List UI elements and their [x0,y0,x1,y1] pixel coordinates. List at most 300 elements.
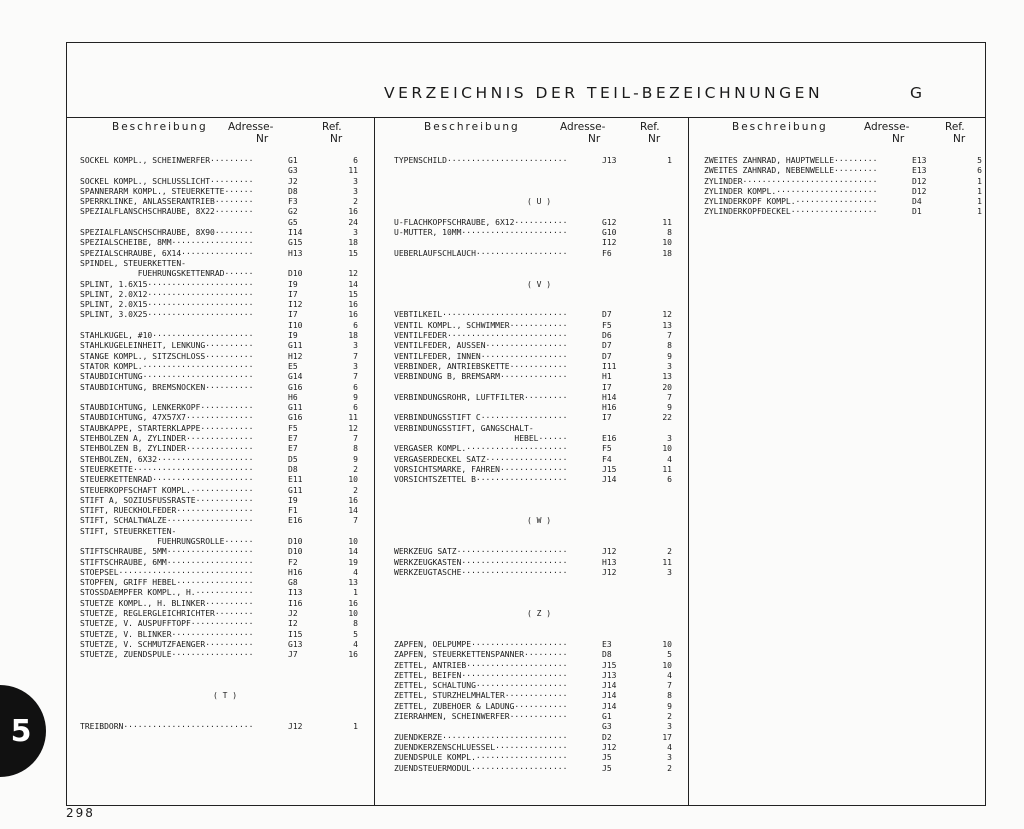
part-description: STOSSDAEMPFER KOMPL., H.············ [80,588,254,598]
part-address: I9 [288,495,298,505]
part-address: G1 [602,712,612,722]
index-row [80,259,370,269]
index-row [704,187,994,197]
index-row [394,691,684,701]
index-row [394,310,684,320]
part-description: STIFTSCHRAUBE, 5MM·················· [80,547,254,557]
part-description: STEHBOLZEN A, ZYLINDER·············· [80,434,254,444]
part-ref: 13 [662,320,672,330]
index-row [80,455,370,465]
part-ref: 18 [348,238,358,248]
part-description: STIFTSCHRAUBE, 6MM·················· [80,557,254,567]
part-address: H13 [288,248,303,258]
part-ref: 10 [348,536,358,546]
index-row [394,259,684,269]
part-description: STEUERKETTE························· [80,464,254,474]
part-ref: 16 [348,300,358,310]
part-ref: 2 [353,485,358,495]
section-tab: 5 [0,685,46,777]
part-description: STIFT A, SOZIUSFUSSRASTE············ [80,495,254,505]
part-description: STUETZE, V. BLINKER················· [80,629,254,639]
index-column-2 [394,156,684,774]
index-row [394,249,684,259]
part-description: VERGASERDECKEL SATZ················· [394,454,568,464]
part-address: J14 [602,701,617,711]
part-address: G10 [602,228,617,238]
index-row [80,434,370,444]
index-row [80,177,370,187]
part-address: G14 [288,372,303,382]
index-row [394,527,684,537]
index-row [704,197,994,207]
part-ref: 14 [348,547,358,557]
part-ref: 5 [353,629,358,639]
part-description: STOPFEN, GRIFF HEBEL················ [80,578,254,588]
part-description: STAUBKAPPE, STARTERKLAPPE··········· [80,423,254,433]
part-description: STIFT, STEUERKETTEN- [80,526,177,536]
part-description: SPLINT, 2.0X12······················ [80,289,254,299]
part-description: STIFT, RUECKHOLFEDER················ [80,506,254,516]
index-row [80,393,370,403]
part-description: VENTILFEDER························· [394,331,568,341]
part-ref: 20 [662,382,672,392]
part-ref: 8 [667,228,672,238]
part-address: I12 [288,300,303,310]
part-description: SPLINT, 3.0X25······················ [80,310,254,320]
part-description: ZYLINDER KOMPL.····················· [704,186,878,196]
part-address: D12 [912,186,927,196]
part-ref: 10 [662,660,672,670]
part-ref: 24 [348,217,358,227]
part-ref: 5 [977,156,982,165]
part-address: G16 [288,382,303,392]
part-address: G11 [288,403,303,413]
index-row [80,249,370,259]
part-description: WERKZEUGTASCHE······················ [394,567,568,577]
index-row [80,321,370,331]
part-address: H14 [602,392,617,402]
part-ref: 10 [348,609,358,619]
part-ref: 13 [348,578,358,588]
index-row [80,362,370,372]
part-address: I7 [602,382,612,392]
part-ref: 19 [348,557,358,567]
part-ref: 7 [667,331,672,341]
part-ref: 4 [667,670,672,680]
section-letter: ( V ) [526,279,552,289]
section-heading [394,280,684,290]
section-heading [394,609,684,619]
part-address: F5 [602,320,612,330]
index-row [394,558,684,568]
part-ref: 2 [667,547,672,557]
section-letter: ( U ) [526,197,552,207]
part-description: SPEZIALSCHRAUBE, 6X14··············· [80,248,254,258]
part-ref: 11 [662,217,672,227]
index-row [394,424,684,434]
part-ref: 1 [977,207,982,217]
part-ref: 1 [977,197,982,207]
part-description: SPEZIALFLANSCHSCHRAUBE, 8X22········ [80,207,254,217]
part-ref: 7 [353,516,358,526]
part-ref: 11 [348,166,358,176]
part-address: F5 [602,444,612,454]
part-ref: 2 [667,763,672,773]
index-row [80,506,370,516]
index-row [704,156,994,166]
index-row [394,444,684,454]
part-address: F1 [288,506,298,516]
index-row [394,238,684,248]
index-row [80,702,370,712]
part-ref: 14 [348,279,358,289]
part-description: ZUENDKERZENSCHLUESSEL··············· [394,742,568,752]
part-ref: 1 [353,722,358,732]
header-ref: Ref. [945,121,965,133]
part-description: STEHBOLZEN, 6X32···················· [80,454,254,464]
part-ref: 7 [353,434,358,444]
part-ref: 7 [667,392,672,402]
part-ref: 9 [667,403,672,413]
part-address: F2 [288,557,298,567]
part-description: STIFT, SCHALTWALZE·················· [80,516,254,526]
part-ref: 7 [667,681,672,691]
part-address: D2 [602,732,612,742]
part-address: J15 [602,464,617,474]
part-description: STAUBDICHTUNG, BREMSNOCKEN·········· [80,382,254,392]
part-description: STEHBOLZEN B, ZYLINDER·············· [80,444,254,454]
part-address: D1 [912,207,922,217]
index-row [394,403,684,413]
header-adresse-nr: Nr [892,133,905,145]
part-description: SPEZIALSCHEIBE, 8MM················· [80,238,254,248]
index-row [80,352,370,362]
part-ref: 2 [353,464,358,474]
index-row [394,588,684,598]
part-address: I10 [288,320,303,330]
part-ref: 9 [667,351,672,361]
index-column-1 [80,156,370,733]
part-address: G13 [288,639,303,649]
part-description: HEBEL······ [394,434,568,444]
part-address: H16 [602,403,617,413]
part-description: STAUBDICHTUNG, 47X57X7·············· [80,413,254,423]
part-description: STANGE KOMPL., SITZSCHLOSS·········· [80,351,254,361]
part-description: ZETTEL, STURZHELMHALTER············· [394,691,568,701]
index-row [394,372,684,382]
section-heading [394,516,684,526]
part-address: H6 [288,392,298,402]
part-description: ZETTEL, BEIFEN······················ [394,670,568,680]
part-address: J15 [602,660,617,670]
part-ref: 18 [348,331,358,341]
index-row [80,568,370,578]
index-row [80,661,370,671]
part-ref: 16 [348,598,358,608]
part-address: I15 [288,629,303,639]
index-row [394,475,684,485]
part-ref: 13 [662,372,672,382]
part-address: I13 [288,588,303,598]
index-row [80,558,370,568]
index-row [80,331,370,341]
index-row [80,722,370,732]
part-description: SOCKEL KOMPL., SCHEINWERFER········· [80,156,254,165]
part-address: F6 [602,248,612,258]
part-address: H13 [602,557,617,567]
part-description: WERKZEUGKASTEN······················ [394,557,568,567]
part-description: VENTILFEDER, AUSSEN················· [394,341,568,351]
index-row [80,187,370,197]
part-description: STAUBDICHTUNG······················· [80,372,254,382]
part-description: FUEHRUNGSKETTENRAD······ [80,269,254,279]
part-description: STEUERKETTENRAD····················· [80,475,254,485]
index-row [80,207,370,217]
part-address: I7 [288,289,298,299]
index-row [80,372,370,382]
part-address: G11 [288,341,303,351]
part-description: STATOR KOMPL.······················· [80,361,254,371]
part-description: VERGASER KOMPL.····················· [394,444,568,454]
part-address: D8 [288,186,298,196]
part-address: J2 [288,609,298,619]
header-beschreibung: Beschreibung [424,121,520,133]
index-row [80,218,370,228]
part-description: ZIERRAHMEN, SCHEINWERFER············ [394,712,568,722]
part-ref: 9 [353,454,358,464]
index-row [394,331,684,341]
part-ref: 10 [662,444,672,454]
index-row [394,743,684,753]
index-row [80,578,370,588]
part-ref: 12 [348,423,358,433]
part-ref: 10 [662,238,672,248]
index-row [80,238,370,248]
index-row [394,722,684,732]
part-description: ZUENDSPULE KOMPL.··················· [394,753,568,763]
part-address: D8 [288,464,298,474]
index-row [394,506,684,516]
part-ref: 12 [662,310,672,320]
index-row [80,712,370,722]
part-description: VEBTILKEIL·························· [394,310,568,320]
part-ref: 4 [353,639,358,649]
part-address: J13 [602,670,617,680]
index-row [394,207,684,217]
part-description: VENTIL KOMPL., SCHWIMMER············ [394,320,568,330]
part-description: ZYLINDERKOPFDECKEL·················· [704,207,878,217]
index-row [394,712,684,722]
index-row [80,269,370,279]
part-description: ZUENDKERZE·························· [394,732,568,742]
part-description: STEUERKOPFSCHAFT KOMPL.············· [80,485,254,495]
part-address: I7 [602,413,612,423]
part-description: VERBINDER, ANTRIEBSKETTE············ [394,361,568,371]
index-row [704,166,994,176]
index-row [80,537,370,547]
index-row [394,753,684,763]
index-row [80,630,370,640]
index-row [394,290,684,300]
header-divider [66,117,986,118]
part-ref: 22 [662,413,672,423]
part-description: SPEZIALFLANSCHSCHRAUBE, 8X90········ [80,228,254,238]
part-description: VERBINDUNGSSTIFT, GANGSCHALT- [394,423,534,433]
part-description: STUETZE KOMPL., H. BLINKER·········· [80,598,254,608]
page-title: VERZEICHNIS DER TEIL-BEZEICHNUNGEN [384,84,824,102]
part-ref: 1 [667,156,672,165]
part-ref: 6 [353,320,358,330]
index-row [80,516,370,526]
part-address: J13 [602,156,617,165]
part-ref: 8 [667,341,672,351]
header-ref-nr: Nr [953,133,966,145]
part-ref: 3 [667,567,672,577]
part-ref: 11 [348,413,358,423]
part-ref: 16 [348,495,358,505]
index-row [80,424,370,434]
part-address: I2 [288,619,298,629]
index-row [80,228,370,238]
part-description: ZYLINDER···························· [704,176,878,186]
part-address: D10 [288,269,303,279]
index-row [394,383,684,393]
part-ref: 4 [667,742,672,752]
part-address: I9 [288,279,298,289]
part-description: ZETTEL, SCHALTUNG··················· [394,681,568,691]
part-description: VORSICHTSZETTEL B··················· [394,475,568,485]
index-row [394,362,684,372]
index-column-3 [704,156,994,218]
part-address: J7 [288,650,298,660]
part-address: E13 [912,156,927,165]
part-ref: 18 [662,248,672,258]
part-description: STAUBDICHTUNG, LENKERKOPF··········· [80,403,254,413]
index-row [394,496,684,506]
part-description: ZETTEL, ZUBEHOER & LADUNG··········· [394,701,568,711]
index-row [394,228,684,238]
section-heading [394,197,684,207]
part-description: ZAPFEN, OELPUMPE···················· [394,639,568,649]
part-ref: 11 [662,557,672,567]
index-row [394,218,684,228]
part-ref: 9 [667,701,672,711]
part-description: FUEHRUNGSROLLE······ [80,536,254,546]
header-beschreibung: Beschreibung [732,121,828,133]
part-ref: 2 [667,712,672,722]
part-ref: 3 [353,186,358,196]
index-row [394,578,684,588]
part-ref: 3 [353,341,358,351]
part-address: H12 [288,351,303,361]
header-adresse-nr: Nr [256,133,269,145]
index-row [80,588,370,598]
index-row [394,465,684,475]
part-ref: 16 [348,310,358,320]
part-address: J14 [602,691,617,701]
part-address: J14 [602,475,617,485]
index-row [394,413,684,423]
part-ref: 12 [348,269,358,279]
index-row [394,733,684,743]
part-ref: 5 [667,650,672,660]
index-row [394,166,684,176]
index-row [80,166,370,176]
part-description: VERBINDUNGSROHR, LUFTFILTER········· [394,392,568,402]
part-address: J12 [602,567,617,577]
index-row [80,650,370,660]
part-address: F5 [288,423,298,433]
part-ref: 10 [662,639,672,649]
index-row [80,290,370,300]
part-address: D6 [602,331,612,341]
part-address: D7 [602,341,612,351]
index-row [394,764,684,774]
header-ref-nr: Nr [648,133,661,145]
page-number: 298 [66,806,95,820]
index-row [80,280,370,290]
index-row [80,671,370,681]
part-address: I11 [602,361,617,371]
section-letter: ( W ) [526,516,552,526]
index-row [394,650,684,660]
part-description: VERBINDUNGSSTIFT C·················· [394,413,568,423]
index-row [394,341,684,351]
part-ref: 1 [977,186,982,196]
index-row [80,609,370,619]
part-address: I9 [288,331,298,341]
part-address: F3 [288,197,298,207]
part-address: G11 [288,485,303,495]
part-address: F4 [602,454,612,464]
part-address: J2 [288,176,298,186]
part-address: G12 [602,217,617,227]
index-row [394,486,684,496]
index-row [394,640,684,650]
index-row [394,537,684,547]
part-description: STUETZE, REGLERGLEICHRICHTER········ [80,609,254,619]
index-row [80,640,370,650]
part-address: D10 [288,536,303,546]
part-description: VERBINDUNG B, BREMSARM·············· [394,372,568,382]
part-address: I16 [288,598,303,608]
index-row [80,444,370,454]
part-description: VORSICHTSMARKE, FAHREN·············· [394,464,568,474]
index-row [80,599,370,609]
part-address: E16 [288,516,303,526]
part-address: E7 [288,434,298,444]
header-adresse: Adresse- [560,121,606,133]
part-description: STUETZE, V. AUSPUFFTOPF············· [80,619,254,629]
part-ref: 6 [667,475,672,485]
part-ref: 14 [348,506,358,516]
index-row [394,547,684,557]
part-ref: 16 [348,650,358,660]
part-address: G16 [288,413,303,423]
part-description: TREIBDORN··························· [80,722,254,732]
part-address: D12 [912,176,927,186]
part-ref: 3 [667,722,672,732]
index-row [80,619,370,629]
part-address: H1 [602,372,612,382]
part-address: D4 [912,197,922,207]
index-row [394,630,684,640]
index-row [394,671,684,681]
part-address: G3 [602,722,612,732]
part-address: G1 [288,156,298,165]
section-letter: ( T ) [212,691,238,701]
header-adresse: Adresse- [228,121,274,133]
